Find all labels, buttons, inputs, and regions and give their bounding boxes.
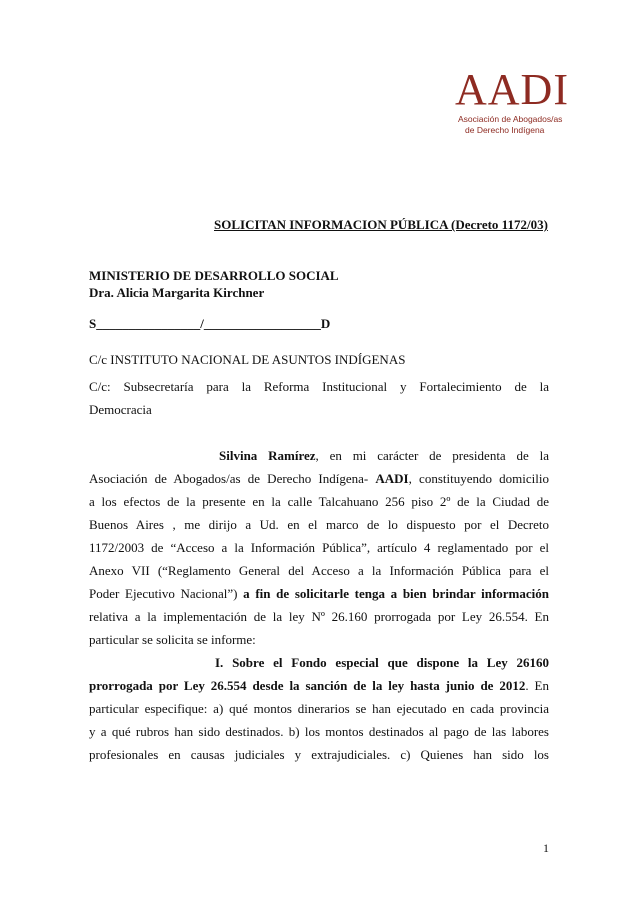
p1-request: a fin de solicitarle tenga a bien brindar información bbox=[243, 586, 549, 601]
logo-subtitle-line2: de Derecho Indígena bbox=[465, 125, 545, 135]
p2-line2-rest: . En bbox=[525, 678, 549, 693]
aadi-logo bbox=[455, 65, 569, 136]
p2-line-1: I. Sobre el Fondo especial que dispone la Ley 26160 bbox=[215, 655, 549, 670]
p1-line1-rest: , en mi carácter de presidenta de la bbox=[315, 448, 549, 463]
p1-line2-b: , constituyendo domicilio bbox=[408, 471, 549, 486]
p2-line-4: y a qué rubros han sido destinados. b) los montos destinados al pago de las labores bbox=[89, 724, 549, 739]
page-number: 1 bbox=[543, 841, 549, 855]
cc-line-1: C/c INSTITUTO NACIONAL DE ASUNTOS INDÍGENAS bbox=[89, 352, 406, 367]
p1-line-1 bbox=[89, 444, 549, 467]
body-paragraph-1 bbox=[89, 444, 549, 651]
cc-line-2b: Democracia bbox=[89, 402, 152, 417]
body-paragraph-2 bbox=[89, 651, 549, 766]
p1-line-3: a los efectos de la presente en la calle Talcahuano 256 piso 2º de la Ciudad de bbox=[89, 494, 549, 509]
p1-name: Silvina Ramírez bbox=[219, 448, 316, 463]
p1-aadi: AADI bbox=[375, 471, 409, 486]
p1-line-6: Anexo VII (“Reglamento General del Acceso a la Información Pública para el bbox=[89, 563, 549, 578]
addressee-person: Dra. Alicia Margarita Kirchner bbox=[89, 285, 265, 300]
p1-line-4: Buenos Aires , me dirijo a Ud. en el marco de lo dispuesto por el Decreto bbox=[89, 517, 549, 532]
cc-block bbox=[89, 375, 549, 421]
p2-line2-bold: prorrogada por Ley 26.554 desde la sanción de la ley hasta junio de 2012 bbox=[89, 678, 526, 693]
p1-line7-a: Poder Ejecutivo Nacional”) bbox=[89, 586, 244, 601]
logo-subtitle-line1: Asociación de Abogados/as bbox=[458, 114, 563, 124]
p1-line-2 bbox=[89, 467, 549, 490]
logo-word: AADI bbox=[455, 65, 569, 114]
cc-line-2a: C/c: Subsecretaría para la Reforma Institucional y Fortalecimiento de la bbox=[89, 379, 549, 394]
p1-line-7 bbox=[89, 582, 549, 605]
logo-subtitle bbox=[455, 114, 563, 136]
p1-line2-a: Asociación de Abogados/as de Derecho Indígena- bbox=[89, 471, 376, 486]
document-title: SOLICITAN INFORMACION PÚBLICA (Decreto 1172/03) bbox=[214, 217, 548, 232]
p2-line-3: particular especifique: a) qué montos dinerarios se han ejecutado en cada provincia bbox=[89, 701, 549, 716]
p1-line-8: relativa a la implementación de la ley Nº 26.160 prorrogada por Ley 26.554. En bbox=[89, 609, 549, 624]
p2-line-2 bbox=[89, 674, 549, 697]
addressee-sd: S________________/__________________D bbox=[89, 316, 331, 331]
p1-line-5: 1172/2003 de “Acceso a la Información Pública”, artículo 4 reglamentado por el bbox=[89, 540, 549, 555]
p2-line-5: profesionales en causas judiciales y extrajudiciales. c) Quienes han sido los bbox=[89, 747, 549, 762]
p1-line-9: particular se solicita se informe: bbox=[89, 632, 256, 647]
addressee-ministry: MINISTERIO DE DESARROLLO SOCIAL bbox=[89, 268, 339, 283]
